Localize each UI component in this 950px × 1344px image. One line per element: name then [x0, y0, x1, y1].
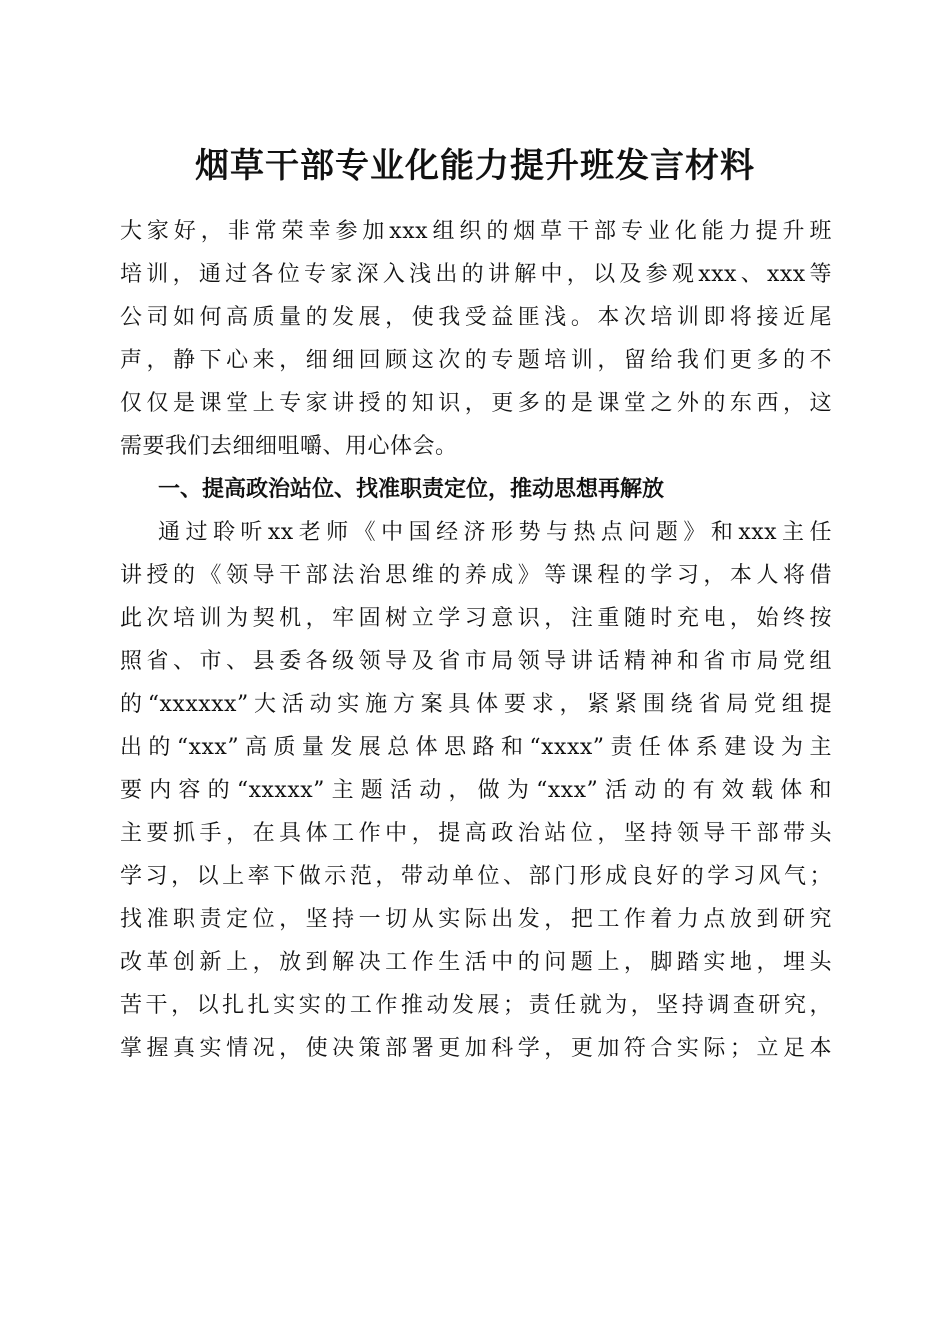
section-heading: 一、提高政治站位、找准职责定位，推动思想再解放 [158, 477, 665, 502]
document-title: 烟草干部专业化能力提升班发言材料 [195, 146, 755, 186]
text-line: 此次培训为契机，牢固树立学习意识，注重随时充电，始终按 [120, 606, 832, 631]
text-line: 培训，通过各位专家深入浅出的讲解中，以及参观xxx、xxx等 [120, 262, 832, 287]
text-line: 要内容的“xxxxx”主题活动，做为“xxx”活动的有效载体和 [120, 778, 832, 803]
text-line: 找准职责定位，坚持一切从实际出发，把工作着力点放到研究 [120, 907, 832, 932]
text-line: 公司如何高质量的发展，使我受益匪浅。本次培训即将接近尾 [120, 305, 832, 330]
text-line: 学习，以上率下做示范，带动单位、部门形成良好的学习风气； [120, 864, 832, 889]
section-paragraph [120, 511, 832, 1070]
text-line: 讲授的《领导干部法治思维的养成》等课程的学习，本人将借 [120, 563, 832, 588]
text-line: 仅仅是课堂上专家讲授的知识，更多的是课堂之外的东西，这 [120, 391, 832, 416]
text-line: 苦干，以扎扎实实的工作推动发展；责任就为，坚持调查研究， [120, 993, 832, 1018]
text-line: 大家好，非常荣幸参加xxx组织的烟草干部专业化能力提升班 [120, 219, 832, 244]
text-line: 主要抓手，在具体工作中，提高政治站位，坚持领导干部带头 [120, 821, 832, 846]
text-line: 照省、市、县委各级领导及省市局领导讲话精神和省市局党组 [120, 649, 832, 674]
document-body [120, 210, 832, 1070]
intro-paragraph [120, 210, 832, 468]
text-line: 声，静下心来，细细回顾这次的专题培训，留给我们更多的不 [120, 348, 832, 373]
text-line: 通过聆听xx老师《中国经济形势与热点问题》和xxx主任 [158, 520, 832, 545]
text-line: 需要我们去细细咀嚼、用心体会。 [120, 434, 458, 459]
text-line: 出的“xxx”高质量发展总体思路和“xxxx”责任体系建设为主 [120, 735, 832, 760]
text-line: 的“xxxxxx”大活动实施方案具体要求，紧紧围绕省局党组提 [120, 692, 832, 717]
text-line: 掌握真实情况，使决策部署更加科学，更加符合实际；立足本 [120, 1036, 832, 1061]
text-line: 改革创新上，放到解决工作生活中的问题上，脚踏实地，埋头 [120, 950, 832, 975]
